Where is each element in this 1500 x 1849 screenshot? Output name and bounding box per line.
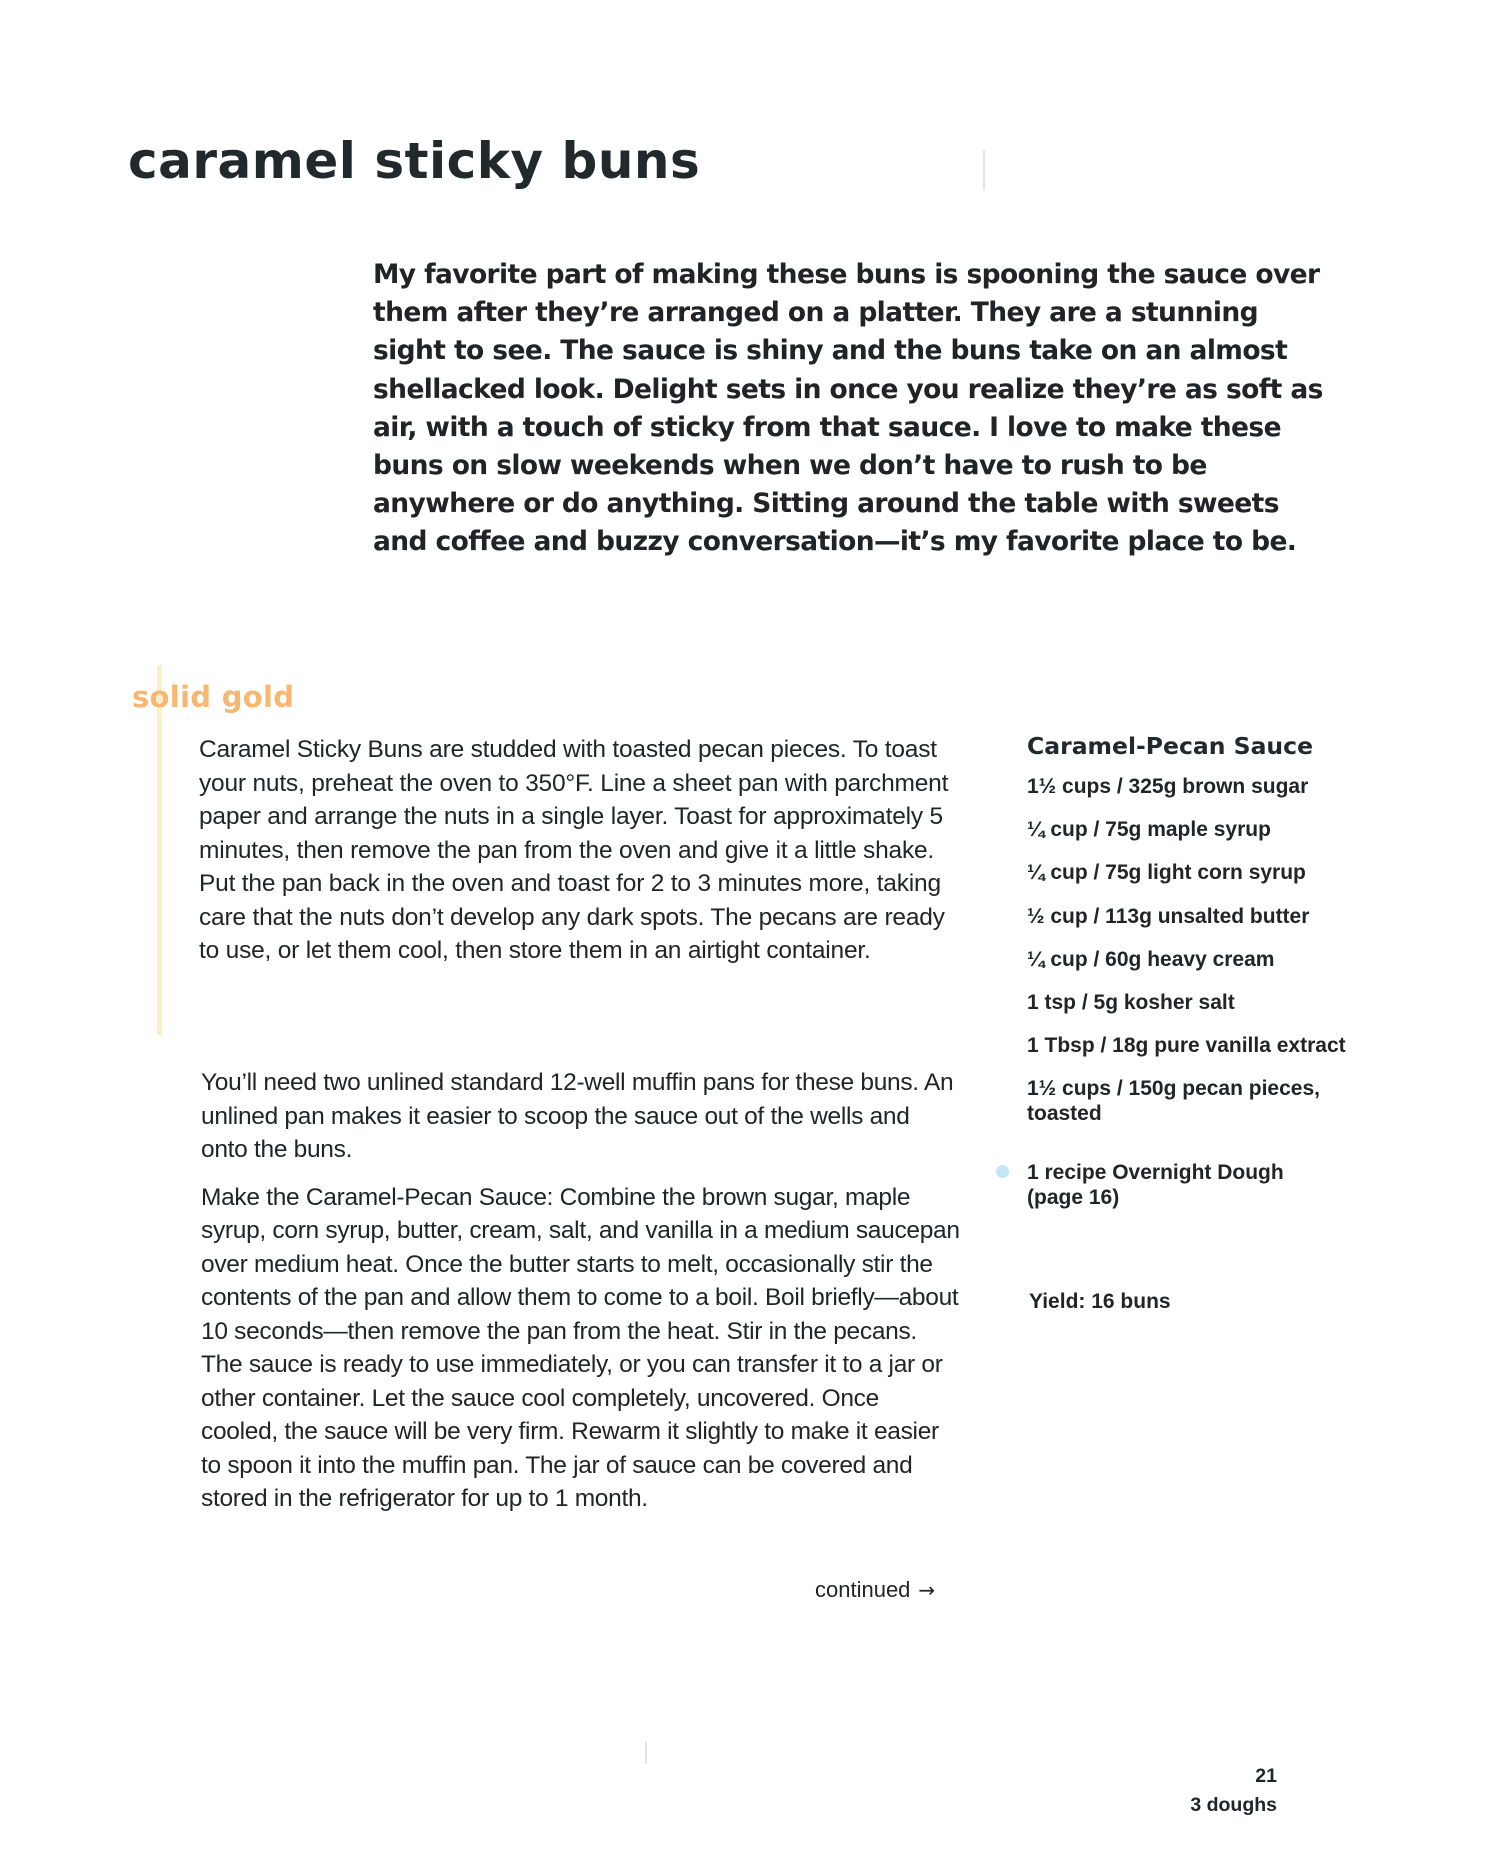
ingredient-item: 1 tsp / 5g kosher salt	[1027, 990, 1235, 1014]
ingredient-item: 1½ cups / 325g brown sugar	[1027, 775, 1309, 798]
method-paragraph: Make the Caramel-Pecan Sauce: Combine the brown sugar, maple syrup, corn syrup, butter, cream, salt, and vanilla in a medium saucepan over medium heat. Once the butter starts to melt, occasionally stir the contents of the pan and allow them to come to a boil. Boil briefly—about 10 seconds—then remove the pan from the heat. Stir in the pecans. The sauce is ready to use immediately, or you can transfer it to a jar or other container. Let the sauce cool completely, uncovered. Once cooled, the sauce will be very firm. Rewarm it slightly to make it easier to spoon it into the muffin pan. The jar of sauce can be covered and stored in the refrigerator for up to 1 month.	[201, 1183, 960, 1512]
ingredient-item: ¼ cup / 75g maple syrup	[1027, 818, 1271, 842]
method-paragraph: You’ll need two unlined standard 12-well muffin pans for these buns. An unlined pan makes it easier to scoop the sauce out of the wells and onto the buns.	[201, 1069, 954, 1163]
dough-reference-label: 1 recipe Overnight Dough (page 16)	[1027, 1161, 1284, 1210]
sidebar-body: Caramel Sticky Buns are studded with toasted pecan pieces. To toast your nuts, preheat the oven to 350°F. Line a sheet pan with parchment paper and arrange the nuts in a single layer. Toast for approximately 5 minutes, then remove the pan from the oven and give it a little shake. Put the pan back in the oven and toast for 2 to 3 minutes more, taking care that the nuts don’t develop any dark spots. The pecans are ready to use, or let them cool, then store them in an airtight container.	[199, 736, 949, 964]
ingredient-list	[1027, 732, 1427, 1229]
chapter-label: 3 doughs	[1190, 1794, 1277, 1816]
ingredient-item-dough	[1027, 1160, 1327, 1210]
ingredient-item: 1 Tbsp / 18g pure vanilla extract	[1027, 1034, 1346, 1058]
arrow-right-icon: →	[918, 1578, 936, 1602]
sidebar-title: solid gold	[132, 680, 295, 714]
scan-artifact	[983, 150, 985, 190]
page-footer	[1190, 1762, 1277, 1820]
recipe-yield: Yield: 16 buns	[1029, 1290, 1171, 1313]
recipe-intro: My favorite part of making these buns is spooning the sauce over them after they’re arranged on a platter. They are a stunning sight to see. The sauce is shiny and the buns take on an almost shellacked look. Delight sets in once you realize they’re as soft as air, with a touch of sticky from that sauce. I love to make these buns on slow weekends when we don’t have to rush to be anywhere or do anything. Sitting around the table with sweets and coffee and buzzy conversation—it’s my favorite place to be.	[373, 259, 1323, 558]
method-section	[201, 1066, 961, 1530]
continued-link[interactable]	[815, 1577, 935, 1603]
page-number: 21	[1255, 1765, 1277, 1787]
ingredient-item: ¼ cup / 75g light corn syrup	[1027, 861, 1306, 885]
scan-artifact	[645, 1742, 647, 1764]
sidebar-accent-rule	[157, 665, 162, 1035]
bullet-dot-icon	[996, 1165, 1009, 1178]
ingredient-item: ½ cup / 113g unsalted butter	[1027, 904, 1310, 928]
page-title: caramel sticky buns	[128, 132, 701, 190]
ingredient-item: ¼ cup / 60g heavy cream	[1027, 947, 1275, 971]
continued-label: continued	[815, 1577, 911, 1602]
ingredient-heading: Caramel-Pecan Sauce	[1027, 732, 1314, 760]
ingredient-item: 1½ cups / 150g pecan pieces, toasted	[1027, 1077, 1320, 1126]
